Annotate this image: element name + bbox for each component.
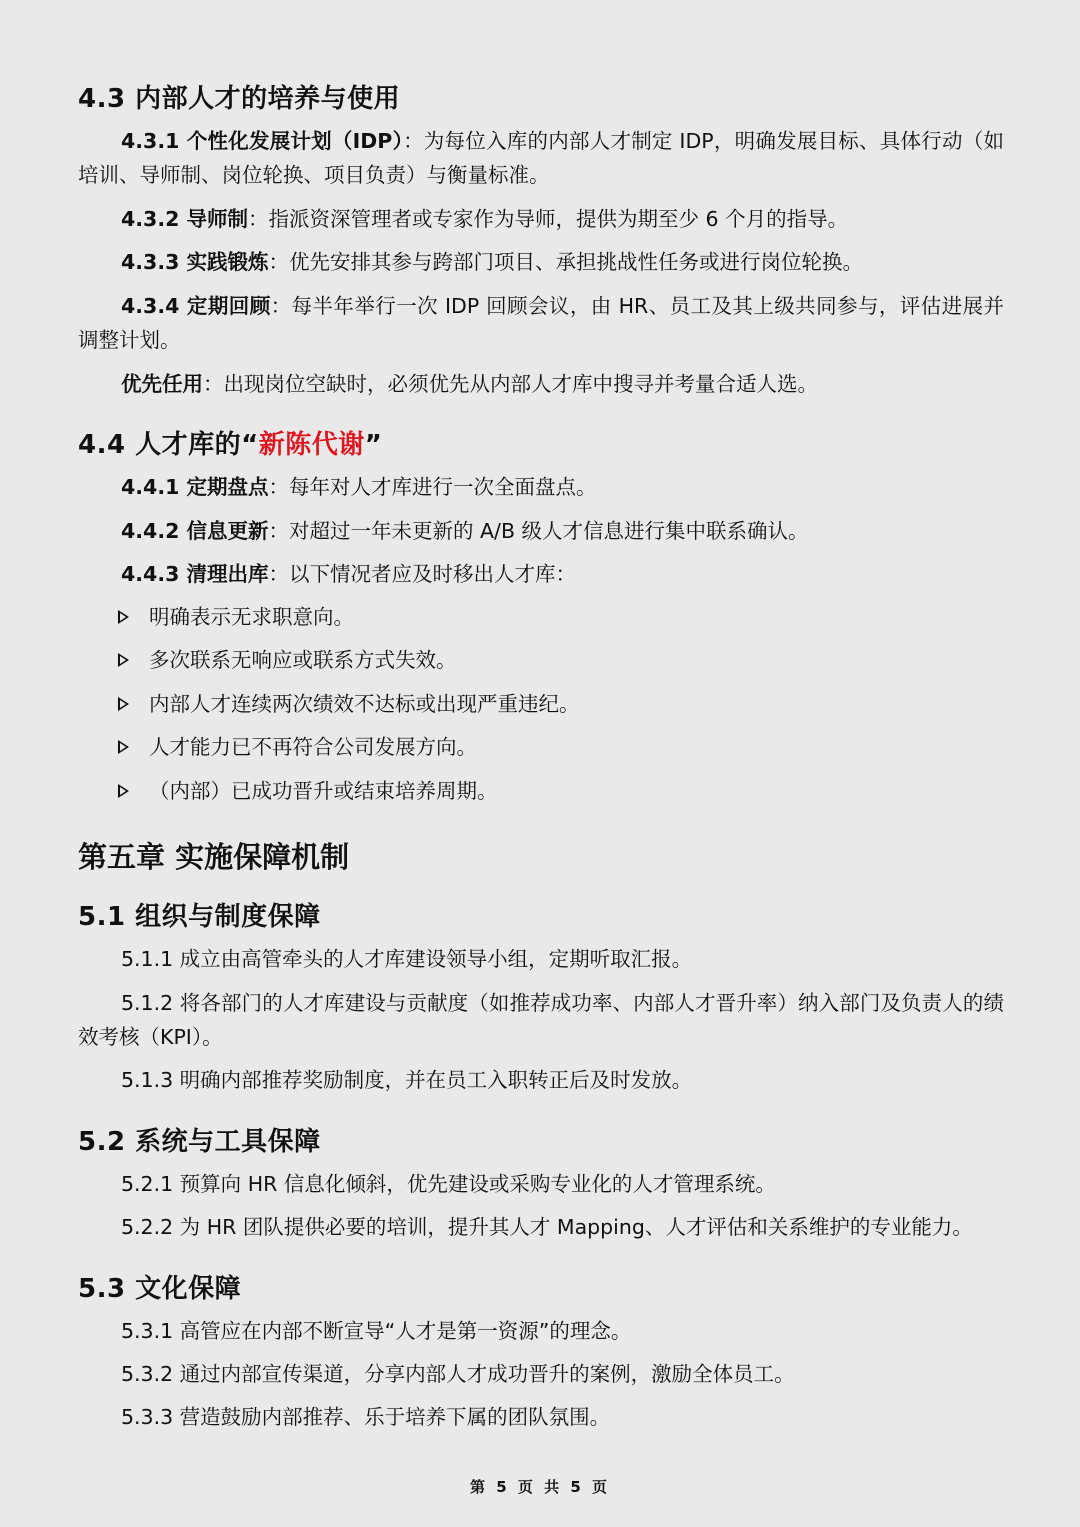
paragraph-text: ：以下情况者应及时移出人才库： (268, 562, 577, 586)
paragraph-5-3-1: 5.3.1 高管应在内部不断宣导“人才是第一资源”的理念。 (121, 1319, 632, 1343)
paragraph-4-4-3 (78, 557, 1004, 591)
chapter-heading-5: 第五章 实施保障机制 (78, 840, 350, 874)
paragraph-text: ：优先安排其参与跨部门项目、承担挑战性任务或进行岗位轮换。 (268, 250, 864, 274)
paragraph-label: 4.3.4 定期回顾 (121, 294, 271, 318)
heading-suffix: ” (364, 430, 383, 460)
paragraph-4-4-2 (78, 514, 1004, 548)
list-item (118, 602, 354, 632)
triangle-bullet-icon (118, 653, 129, 667)
list-item-text: 明确表示无求职意向。 (149, 605, 354, 629)
triangle-bullet-icon (118, 610, 129, 624)
paragraph-text: ：对超过一年未更新的 A/B 级人才信息进行集中联系确认。 (268, 519, 809, 543)
paragraph-4-3-1 (78, 124, 1004, 192)
paragraph-text: ：出现岗位空缺时，必须优先从内部人才库中搜寻并考量合适人选。 (203, 372, 818, 396)
paragraph-label: 4.3.1 个性化发展计划（IDP） (121, 129, 404, 153)
paragraph-5-1-2: 5.1.2 将各部门的人才库建设与贡献度（如推荐成功率、内部人才晋升率）纳入部门及负责人的绩效考核（KPI）。 (78, 991, 1004, 1049)
list-item (118, 732, 477, 762)
paragraph-text: ：每半年举行一次 IDP 回顾会议，由 HR、员工及其上级共同参与，评估进展并调整计划。 (78, 294, 1004, 352)
triangle-bullet-icon (118, 697, 129, 711)
paragraph-label: 优先任用 (121, 372, 203, 396)
paragraph-4-3-3 (78, 245, 1004, 279)
heading-prefix: 4.4 人才库的“ (78, 430, 259, 460)
paragraph-5-1-3: 5.1.3 明确内部推荐奖励制度，并在员工入职转正后及时发放。 (121, 1068, 693, 1092)
list-item-text: 内部人才连续两次绩效不达标或出现严重违纪。 (149, 692, 580, 716)
paragraph-label: 4.4.3 清理出库 (121, 562, 269, 586)
paragraph-label: 4.4.2 信息更新 (121, 519, 269, 543)
heading-highlight: 新陈代谢 (258, 430, 365, 460)
section-heading-4-4 (78, 424, 382, 461)
list-item-text: （内部）已成功晋升或结束培养周期。 (149, 779, 498, 803)
paragraph-5-3-2: 5.3.2 通过内部宣传渠道，分享内部人才成功晋升的案例，激励全体员工。 (121, 1362, 795, 1386)
paragraph-text: ：为每位入库的内部人才制定 IDP，明确发展目标、具体行动（如培训、导师制、岗位轮换、项目负责）与衡量标准。 (78, 129, 1004, 187)
paragraph-label: 4.3.2 导师制 (121, 207, 249, 231)
list-item (118, 645, 457, 675)
paragraph-5-2-2: 5.2.2 为 HR 团队提供必要的培训，提升其人才 Mapping、人才评估和关系维护的专业能力。 (121, 1215, 973, 1239)
list-item (118, 689, 580, 719)
list-item-text: 多次联系无响应或联系方式失效。 (149, 648, 457, 672)
paragraph-text: ：每年对人才库进行一次全面盘点。 (268, 475, 597, 499)
paragraph-5-2-1: 5.2.1 预算向 HR 信息化倾斜，优先建设或采购专业化的人才管理系统。 (121, 1172, 776, 1196)
section-heading-4-3: 4.3 内部人才的培养与使用 (78, 84, 401, 114)
paragraph-4-3-2 (78, 202, 1004, 236)
section-heading-5-3: 5.3 文化保障 (78, 1274, 242, 1304)
paragraph-text: ：指派资深管理者或专家作为导师，提供为期至少 6 个月的指导。 (248, 207, 849, 231)
paragraph-4-4-1 (78, 470, 1004, 504)
paragraph-priority-use (78, 367, 1004, 401)
page-footer: 第 5 页 共 5 页 (470, 1478, 610, 1496)
paragraph-label: 4.3.3 实践锻炼 (121, 250, 269, 274)
list-item (118, 776, 498, 806)
paragraph-5-3-3: 5.3.3 营造鼓励内部推荐、乐于培养下属的团队氛围。 (121, 1405, 611, 1429)
triangle-bullet-icon (118, 784, 129, 798)
section-heading-5-1: 5.1 组织与制度保障 (78, 902, 321, 932)
paragraph-4-3-4 (78, 289, 1004, 357)
paragraph-5-1-1: 5.1.1 成立由高管牵头的人才库建设领导小组，定期听取汇报。 (121, 947, 693, 971)
paragraph-label: 4.4.1 定期盘点 (121, 475, 269, 499)
list-item-text: 人才能力已不再符合公司发展方向。 (149, 735, 477, 759)
triangle-bullet-icon (118, 740, 129, 754)
section-heading-5-2: 5.2 系统与工具保障 (78, 1127, 321, 1157)
